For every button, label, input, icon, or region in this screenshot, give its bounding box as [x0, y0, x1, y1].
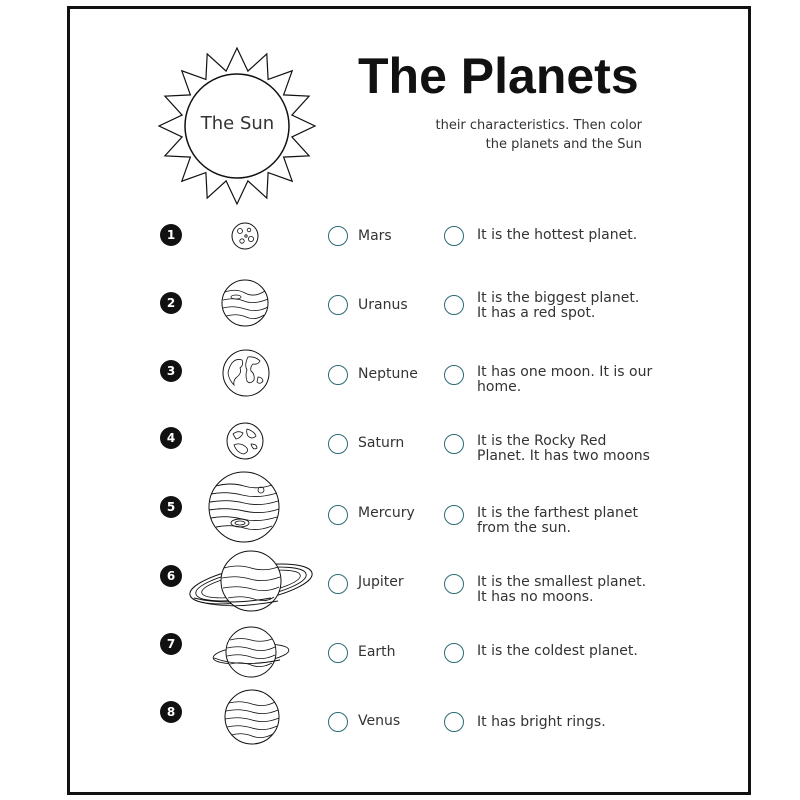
planet-row: [0, 205, 800, 265]
planet-row: [0, 548, 800, 608]
answer-circle-name[interactable]: [328, 643, 348, 663]
answer-circle-description[interactable]: [444, 365, 464, 385]
planet-row: [0, 620, 800, 680]
jupiter-icon: [206, 470, 282, 544]
planet-row: [0, 274, 800, 334]
row-number: 7: [160, 633, 182, 655]
answer-circle-name[interactable]: [328, 295, 348, 315]
planet-description: [477, 715, 677, 730]
sun-label: The Sun: [200, 113, 275, 134]
description-line: It has no moons.: [477, 589, 594, 605]
instructions-line-2: the planets and the Sun: [485, 137, 642, 152]
answer-circle-description[interactable]: [444, 226, 464, 246]
row-number: 6: [160, 565, 182, 587]
description-line: It has bright rings.: [477, 714, 606, 730]
planet-description: [477, 228, 677, 243]
description-line: It has a red spot.: [477, 305, 596, 321]
planet-row: [0, 412, 800, 472]
venus-icon: [218, 278, 272, 328]
page-title: The Planets: [358, 48, 639, 104]
row-number: 2: [160, 292, 182, 314]
planet-name: Earth: [358, 644, 396, 660]
instructions-text: [400, 116, 642, 154]
description-line: It is the biggest planet.: [477, 290, 640, 306]
planet-name: Mars: [358, 228, 392, 244]
description-line: It is the Rocky Red: [477, 433, 607, 449]
answer-circle-name[interactable]: [328, 574, 348, 594]
planet-name: Uranus: [358, 297, 408, 313]
answer-circle-description[interactable]: [444, 434, 464, 454]
answer-circle-description[interactable]: [444, 643, 464, 663]
planet-description: [477, 291, 677, 321]
row-number: 8: [160, 701, 182, 723]
row-number: 5: [160, 496, 182, 518]
description-line: It is the hottest planet.: [477, 227, 638, 243]
planet-name: Mercury: [358, 505, 415, 521]
planet-description: [477, 365, 677, 395]
description-line: It is the coldest planet.: [477, 643, 638, 659]
planet-name: Venus: [358, 713, 401, 729]
planet-name: Neptune: [358, 366, 418, 382]
planet-row: [0, 688, 800, 748]
planet-description: [477, 434, 677, 464]
saturn-icon: [186, 548, 316, 614]
planet-description: [477, 506, 677, 536]
planet-description: [477, 575, 677, 605]
description-line: home.: [477, 379, 522, 395]
row-number: 1: [160, 224, 182, 246]
neptune-icon: [222, 688, 282, 746]
description-line: Planet. It has two moons: [477, 448, 650, 464]
answer-circle-name[interactable]: [328, 505, 348, 525]
planet-row: [0, 470, 800, 536]
planet-name: Saturn: [358, 435, 405, 451]
answer-circle-description[interactable]: [444, 574, 464, 594]
answer-circle-name[interactable]: [328, 434, 348, 454]
description-line: from the sun.: [477, 520, 571, 536]
mercury-icon: [228, 219, 262, 253]
row-number: 3: [160, 360, 182, 382]
planet-description: [477, 644, 677, 659]
answer-circle-description[interactable]: [444, 712, 464, 732]
mars-icon: [224, 420, 266, 462]
row-number: 4: [160, 427, 182, 449]
description-line: It is the farthest planet: [477, 505, 638, 521]
answer-circle-name[interactable]: [328, 226, 348, 246]
planet-row: [0, 343, 800, 403]
answer-circle-name[interactable]: [328, 712, 348, 732]
instructions-line-1: their characteristics. Then color: [435, 118, 642, 133]
answer-circle-description[interactable]: [444, 295, 464, 315]
answer-circle-description[interactable]: [444, 505, 464, 525]
planet-name: Jupiter: [358, 574, 404, 590]
uranus-icon: [210, 622, 292, 680]
answer-circle-name[interactable]: [328, 365, 348, 385]
description-line: It has one moon. It is our: [477, 364, 653, 380]
earth-icon: [220, 347, 272, 399]
description-line: It is the smallest planet.: [477, 574, 647, 590]
